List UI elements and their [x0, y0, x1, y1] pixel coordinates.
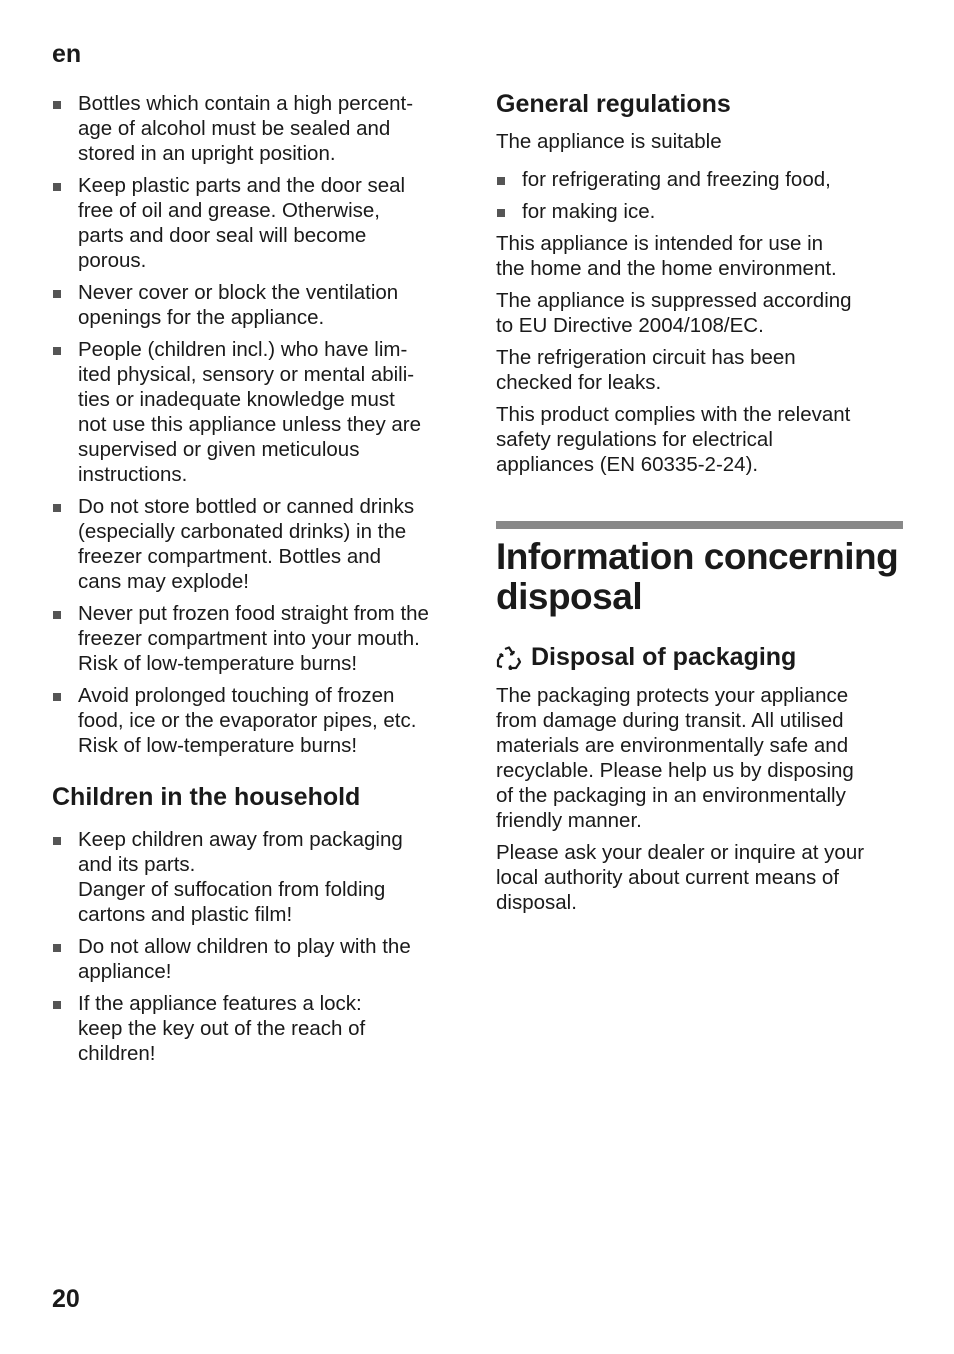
list-item-text: for refrigerating and freezing food,	[522, 168, 831, 191]
bullet-square-icon	[497, 209, 505, 217]
paragraph: The packaging protects your appliance from damage during transit. All utilised materials are environmentally safe and recyclable. Please help us by disposing of the packaging in an environmentally friendly manner.	[496, 684, 854, 832]
list-item-text: If the appliance features a lock: keep the key out of the reach of children!	[78, 992, 366, 1065]
list-item	[52, 601, 457, 676]
bullet-square-icon	[53, 611, 61, 619]
list-item	[496, 167, 906, 192]
list-item	[52, 91, 457, 166]
section-divider	[496, 521, 903, 529]
language-label: en	[52, 40, 82, 68]
packaging-body	[496, 683, 906, 922]
list-item-text: Keep plastic parts and the door seal free of oil and grease. Otherwise, parts and door seal will become porous.	[78, 174, 406, 272]
bullet-square-icon	[53, 101, 61, 109]
general-regulations-heading: General regulations	[496, 90, 731, 118]
list-item	[52, 280, 457, 330]
paragraph: This appliance is intended for use in the home and the home environment.	[496, 232, 837, 280]
recycle-icon	[496, 646, 522, 670]
list-item	[52, 683, 457, 758]
list-item-text: Never put frozen food straight from the freezer compartment into your mouth. Risk of low-temperature burns!	[78, 602, 429, 675]
packaging-heading-text: Disposal of packaging	[531, 643, 797, 671]
paragraph: The appliance is suppressed according to EU Directive 2004/108/EC.	[496, 289, 852, 337]
bullet-square-icon	[53, 837, 61, 845]
disposal-title: Information concerning disposal	[496, 536, 899, 617]
packaging-heading	[496, 643, 796, 672]
list-item-text: Do not allow children to play with the appliance!	[78, 935, 411, 983]
bullet-square-icon	[53, 290, 61, 298]
list-item-text: People (children incl.) who have lim- ited physical, sensory or mental abili- ties or inadequate knowledge must not use this appliance unless they are supervised or given meticulous instructions.	[78, 338, 422, 486]
paragraph: The refrigeration circuit has been checked for leaks.	[496, 346, 796, 394]
bullet-square-icon	[53, 1001, 61, 1009]
page-number: 20	[52, 1285, 80, 1313]
bullet-square-icon	[497, 177, 505, 185]
paragraph: This product complies with the relevant safety regulations for electrical appliances (EN 60335-2-24).	[496, 403, 851, 476]
list-item	[52, 337, 457, 487]
bullet-square-icon	[53, 693, 61, 701]
list-item	[52, 494, 457, 594]
list-item	[52, 827, 457, 927]
bullet-square-icon	[53, 504, 61, 512]
list-item-text: Avoid prolonged touching of frozen food, ice or the evaporator pipes, etc. Risk of low-temperature burns!	[78, 684, 417, 757]
list-item	[52, 991, 457, 1066]
list-item-text: Keep children away from packaging and its parts. Danger of suffocation from folding cartons and plastic film!	[78, 828, 403, 926]
list-item	[52, 173, 457, 273]
children-heading: Children in the household	[52, 783, 361, 811]
list-item-text: for making ice.	[522, 200, 656, 223]
children-bullet-list	[52, 827, 457, 1073]
list-item-text: Bottles which contain a high percent- age of alcohol must be sealed and stored in an upright position.	[78, 92, 414, 165]
list-item-text: Do not store bottled or canned drinks (especially carbonated drinks) in the freezer compartment. Bottles and cans may explode!	[78, 495, 415, 593]
bullet-square-icon	[53, 347, 61, 355]
list-item	[496, 199, 906, 224]
suitable-intro: The appliance is suitable	[496, 130, 722, 153]
general-regulations-body	[496, 129, 906, 484]
list-item	[52, 934, 457, 984]
paragraph: Please ask your dealer or inquire at your local authority about current means of disposal.	[496, 841, 865, 914]
safety-bullet-list	[52, 91, 457, 765]
bullet-square-icon	[53, 183, 61, 191]
bullet-square-icon	[53, 944, 61, 952]
list-item-text: Never cover or block the ventilation openings for the appliance.	[78, 281, 399, 329]
suitable-list	[496, 167, 906, 224]
